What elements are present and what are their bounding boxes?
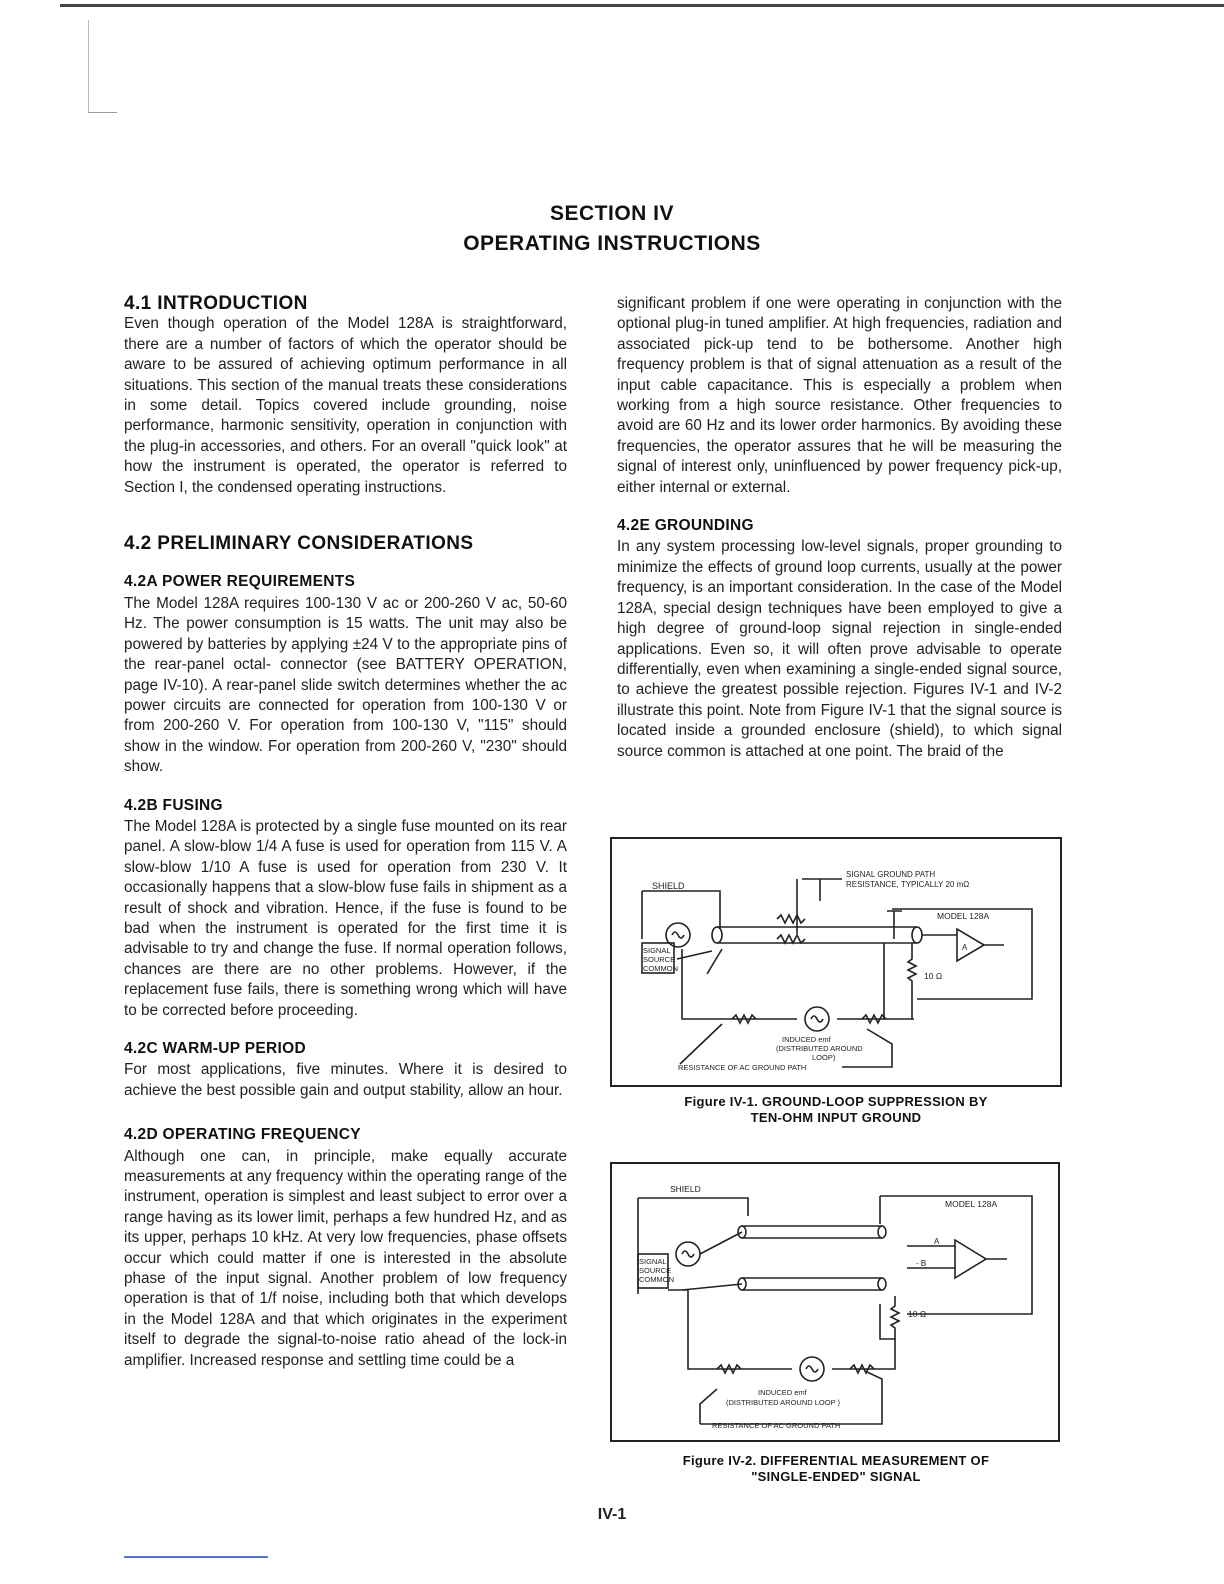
- fig1-gnd-label: RESISTANCE OF AC GROUND PATH: [678, 1063, 807, 1072]
- bottom-rule: [124, 1556, 268, 1558]
- fig1-ssc-3: COMMON: [643, 964, 678, 973]
- fig1-emf-1: INDUCED emf: [782, 1035, 831, 1044]
- fig1-caption-line1: Figure IV-1. GROUND-LOOP SUPPRESSION BY: [684, 1094, 988, 1109]
- fig1-shield-label: SHIELD: [652, 881, 685, 891]
- fig1-amp-a: A: [962, 943, 968, 952]
- paragraph-4-2d-continued: significant problem if one were operating in conjunction with the optional plug-in tuned amplifier. At high frequencies, radiation and associated pick-up tend to be bothersome. Another high frequency problem is that of signal attenuation as a result of the input cable capacitance. This is especially a problem when working from a high source resistance. Other frequencies to avoid are 60 Hz and its lower order harmonics. By avoiding these frequencies, the operator assures that he will be measuring the signal of interest only, uninfluenced by power frequency pick-up, either internal or external.: [617, 295, 1062, 496]
- fig1-ssc-2: SOURCE: [643, 955, 676, 964]
- heading-4-2: 4.2 PRELIMINARY CONSIDERATIONS: [124, 533, 474, 555]
- fig2-caption-line2: "SINGLE-ENDED" SIGNAL: [751, 1469, 921, 1484]
- heading-4-2e: 4.2E GROUNDING: [617, 517, 754, 535]
- page-number: IV-1: [597, 1506, 627, 1523]
- paragraph-4-2b: The Model 128A is protected by a single fuse mounted on its rear panel. A slow-blow 1/4 A fuse is used for operation from 115 V. A slow-blow 1/10 A fuse is used for operation from 230 V. It occasionally happens that a slow-blow fuse fails in shipment as a result of shock and vibration. Hence, if the fuse is found to be bad when the instrument is operated for the first time it is advisable to try and change the fuse. If normal operation follows, chances are there are no other problems. However, if the replacement fuse fails, there is something wrong which will have to be corrected before proceeding.: [124, 817, 567, 1019]
- figure-iv-2: [610, 1162, 1060, 1442]
- fig1-ssc-1: SIGNAL: [643, 946, 671, 955]
- fig1-caption-line2: TEN-OHM INPUT GROUND: [750, 1110, 922, 1125]
- figure-iv-2-diagram: [612, 1164, 1058, 1440]
- figure-iv-2-caption: [610, 1453, 1062, 1485]
- fig2-ssc-2: SOURCE: [639, 1266, 672, 1275]
- fig1-sgp-line2: RESISTANCE, TYPICALLY 20 mΩ: [846, 880, 970, 889]
- fig1-emf-3: LOOP): [812, 1053, 836, 1062]
- heading-4-2d: 4.2D OPERATING FREQUENCY: [124, 1126, 361, 1144]
- fig2-amp-b: - B: [916, 1259, 927, 1268]
- left-column: [124, 294, 567, 1371]
- fig2-ssc-1: SIGNAL: [639, 1257, 667, 1266]
- fig1-res-label: 10 Ω: [924, 971, 943, 981]
- fig1-sgp-line1: SIGNAL GROUND PATH: [846, 870, 936, 879]
- fig2-model-label: MODEL 128A: [945, 1199, 998, 1209]
- heading-4-1: 4.1 INTRODUCTION: [124, 293, 308, 314]
- section-number: SECTION IV: [549, 202, 675, 225]
- figure-iv-1: [610, 837, 1062, 1087]
- fig2-res-label: 10 Ω: [908, 1309, 927, 1319]
- paragraph-4-2c: For most applications, five minutes. Where it is desired to achieve the best possible gain and output stability, allow an hour.: [124, 1061, 567, 1099]
- fig2-ssc-3: COMMON: [639, 1275, 674, 1284]
- heading-4-2c: 4.2C WARM-UP PERIOD: [124, 1040, 306, 1057]
- top-rule: [60, 4, 1224, 7]
- figure-iv-1-caption: [610, 1094, 1062, 1126]
- heading-4-2b: 4.2B FUSING: [124, 796, 223, 814]
- fig2-gnd-label: RESISTANCE OF AC GROUND PATH: [712, 1421, 841, 1430]
- paragraph-4-1: Even though operation of the Model 128A is straightforward, there are a number of factors of which the operator should be aware to be assured of achieving optimum performance in all situations. This section of the manual treats these considerations in some detail. Topics covered include grounding, noise performance, harmonic sensitivity, operation in conjunction with the plug-in accessories, and others. For an overall "quick look" at how the instrument is operated, the operator is referred to Section I, the condensed operating instructions.: [124, 315, 567, 496]
- heading-4-2a: 4.2A POWER REQUIREMENTS: [124, 573, 356, 591]
- fig1-emf-2: (DISTRIBUTED AROUND: [776, 1044, 863, 1053]
- corner-mark: [88, 20, 117, 113]
- fig2-emf-2: (DISTRIBUTED AROUND LOOP ): [726, 1398, 841, 1407]
- fig1-model-label: MODEL 128A: [937, 911, 990, 921]
- fig2-caption-line1: Figure IV-2. DIFFERENTIAL MEASUREMENT OF: [682, 1453, 990, 1468]
- paragraph-4-2a: The Model 128A requires 100-130 V ac or 200-260 V ac, 50-60 Hz. The power consumption is 15 watts. The unit may also be powered by batteries by applying ±24 V to the appropriate pins of the rear-panel octal- connector (see BATTERY OPERATION, page IV-10). A rear-panel slide switch determines whether the ac power circuits are connected for operation from 100-130 V or from 200-260 V. For operation from 100-130 V, "115" should show in the window. For operation from 200-260 V, "230" should show.: [124, 594, 567, 776]
- right-column: [617, 294, 1062, 762]
- figure-iv-1-diagram: [612, 839, 1060, 1085]
- paragraph-4-2e: In any system processing low-level signals, proper grounding to minimize the effects of ground loop currents, usually at the power frequency, is an important consideration. In the case of the Model 128A, special design techniques have been employed to give a high degree of ground-loop signal rejection in single-ended applications. Even so, it will often prove advisable to operate differentially, even when examining a single-ended signal source, to achieve the greatest possible rejection. Figures IV-1 and IV-2 illustrate this point. Note from Figure IV-1 that the signal source is located inside a grounded enclosure (shield), to which signal source common is attached at one point. The braid of the: [617, 538, 1062, 760]
- section-title: OPERATING INSTRUCTIONS: [463, 232, 761, 255]
- fig2-amp-a: A: [934, 1237, 940, 1246]
- fig2-emf-1: INDUCED emf: [758, 1388, 807, 1397]
- paragraph-4-2d: Although one can, in principle, make equally accurate measurements at any frequency within the operating range of the instrument, operation is simplest and least subject to error over a range having as its lower limit, perhaps a few hundred Hz, and as its upper, perhaps 10 kHz. At very low frequencies, phase offsets occur which could matter if one is interested in the absolute phase of the input signal. Another problem of low frequency operation is that of 1/f noise, including both that which develops in the Model 128A and that which originates in the experiment itself to degrade the signal-to-noise ratio ahead of the lock-in amplifier. Increased response and settling time could be a: [124, 1147, 567, 1369]
- fig2-shield-label: SHIELD: [670, 1184, 701, 1194]
